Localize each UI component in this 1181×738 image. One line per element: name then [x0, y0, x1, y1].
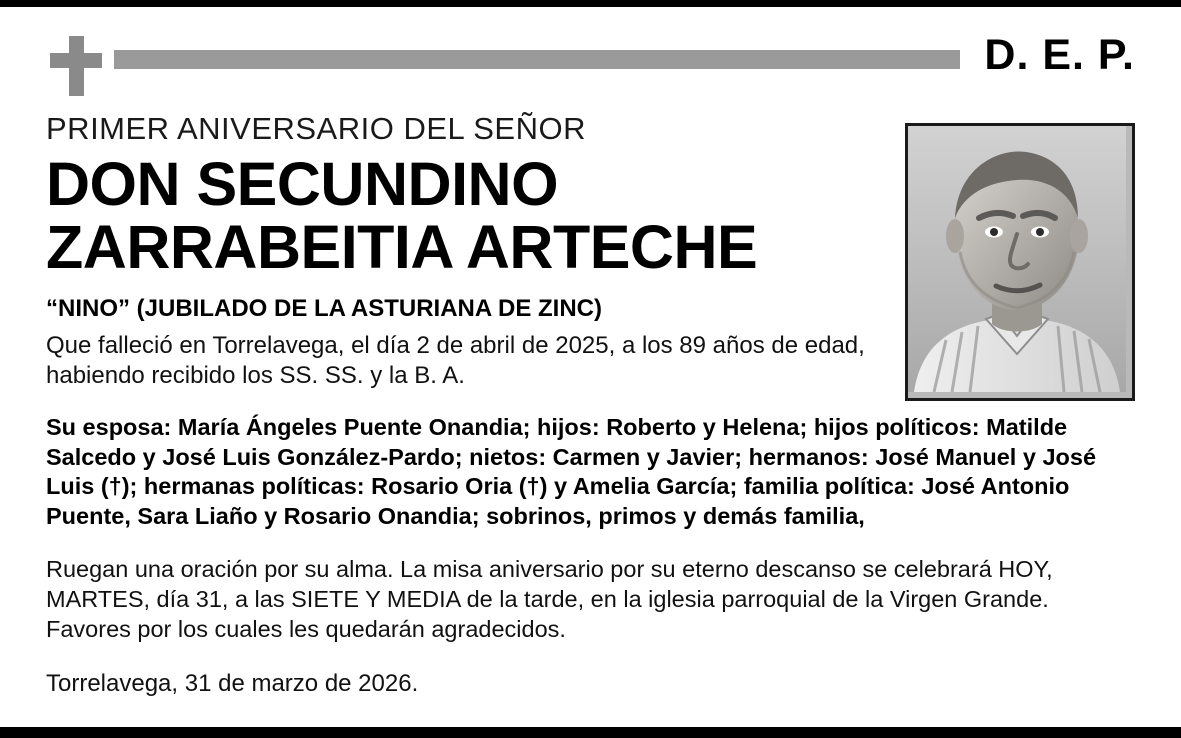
cross-icon [50, 36, 102, 96]
prayer-text: Ruegan una oración por su alma. La misa aniversario por su eterno descanso se celebrará HOY, MARTES, día 31, a las SIETE Y MEDIA de la tarde, en la iglesia parroquial de la Virgen Grande. Favores por los cuales les quedarán agradecidos. [46, 555, 1053, 642]
notice-content [0, 7, 1181, 727]
header-band [46, 7, 1135, 103]
pretitle: PRIMER ANIVERSARIO DEL SEÑOR [46, 111, 586, 146]
deceased-name-line1: DON SECUNDINO [46, 150, 559, 218]
family-list: Su esposa: María Ángeles Puente Onandia; hijos: Roberto y Helena; hijos políticos: Matilde Salcedo y José Luis González-Pardo; nietos: Carmen y Javier; hermanos: José Manuel y José Luis (†); hermanas políticas: Rosario Oria (†) y Amelia García; familia política: José Antonio Puente, Sara Liaño y Rosario Onandia; sobrinos, primos y demás familia, [46, 414, 1097, 529]
nickname-line: “NINO” (JUBILADO DE LA ASTURIANA DE ZINC) [46, 294, 602, 322]
death-info: Que falleció en Torrelavega, el día 2 de abril de 2025, a los 89 años de edad, habiendo recibido los SS. SS. y la B. A. [46, 331, 865, 389]
portrait-image [908, 126, 1126, 392]
text-column [46, 111, 908, 391]
divider-rule [114, 50, 960, 69]
portrait-photo [905, 123, 1135, 401]
deceased-name-line2: ZARRABEITIA ARTECHE [46, 212, 758, 281]
body-wrap [46, 111, 1135, 699]
bottom-border [0, 727, 1181, 738]
deceased-name [46, 150, 908, 281]
dep-label: D. E. P. [984, 31, 1135, 79]
top-border [0, 0, 1181, 7]
place-date: Torrelavega, 31 de marzo de 2026. [46, 669, 419, 697]
